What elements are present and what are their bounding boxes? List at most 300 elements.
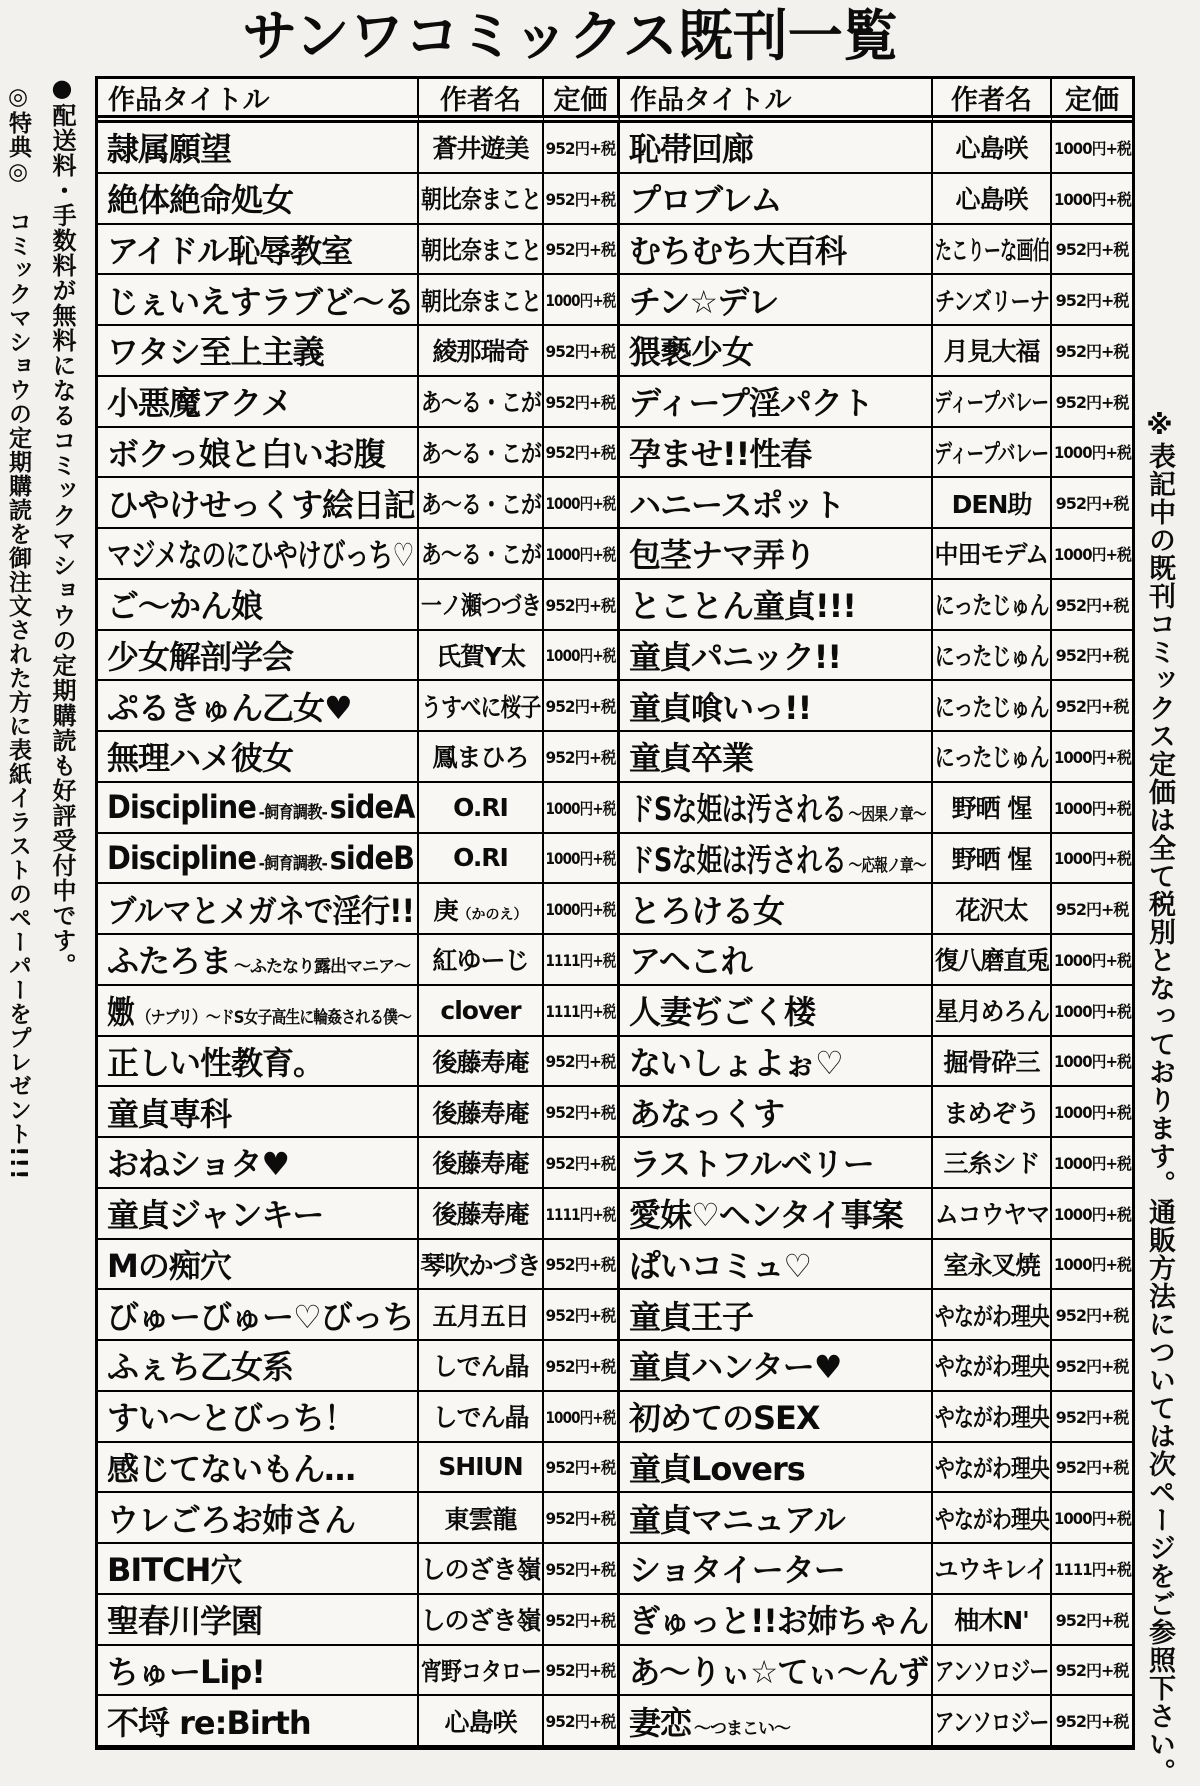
price-fit [1056,1608,1129,1631]
author-cell [419,1595,544,1646]
author-fit [433,891,527,927]
work-title: 童貞Lovers [629,1449,805,1488]
work-title-cell [620,935,933,986]
author-cell [419,986,544,1037]
work-title-cell [620,275,933,326]
work-title-cell [98,1544,419,1595]
header-price-left: 定価 [544,79,620,123]
work-title: 孕ませ!!性春 [629,434,812,473]
price-cell [1052,225,1132,276]
author-cell [419,1189,544,1240]
author-name: 心島咲 [955,185,1028,215]
author-name: 後藤寿庵 [432,1047,529,1077]
price-cell [1052,1087,1132,1138]
price-value: 952円+税 [545,1509,616,1529]
author-cell [933,1087,1052,1138]
work-title: むちむち大百科 [629,231,847,270]
work-title-sub: ～応報ノ章～ [848,855,926,876]
work-title-cell [98,225,419,276]
price-cell [1052,1696,1132,1747]
work-title-cell [98,529,419,580]
price-fit [546,1557,616,1580]
author-name: DEN助 [951,489,1032,519]
price-fit [546,440,616,463]
price-fit [1056,1709,1129,1732]
work-title-fit [629,1089,784,1135]
price-fit [1054,1252,1131,1275]
author-cell [419,1696,544,1747]
price-fit [546,1709,616,1732]
price-value: 952円+税 [545,341,616,361]
work-title-cell [620,1341,933,1392]
price-value: 952円+税 [545,595,616,615]
work-title-cell [620,1544,933,1595]
author-cell [419,123,544,174]
author-fit [421,434,541,470]
author-fit [935,688,1049,724]
price-value: 952円+税 [545,138,616,158]
price-cell [544,631,620,682]
work-title: ないしょよぉ♡ [629,1043,843,1082]
author-fit [432,1347,528,1383]
work-title-fit [107,1698,311,1744]
author-cell [419,428,544,479]
price-fit [1056,288,1129,311]
work-title: 猥褻少女 [629,333,754,372]
work-title: ひやけせっくす絵日記 [107,485,415,524]
author-name: 宵野コタロー [420,1656,541,1686]
author-cell [419,174,544,225]
price-value: 952円+税 [1055,646,1129,666]
work-title-fit [629,378,873,424]
author-fit [421,383,541,419]
work-title-sub: -飼育調教- [258,853,327,874]
work-title-fit [107,1495,355,1541]
author-cell [419,1341,544,1392]
price-value: 1000円+税 [545,849,616,869]
author-name: にったじゅん [934,591,1049,621]
author-name: 野晒 惺 [951,844,1032,874]
price-cell [1052,326,1132,377]
work-title-cell [98,1037,419,1088]
author-fit [952,485,1032,521]
subscription-note: ●配送料・手数料が無料になるコミックマショウの定期購読も好評受付中です。 [48,74,76,978]
author-name: 後藤寿庵 [432,1200,529,1230]
work-title: プロブレム [629,181,782,220]
author-cell [419,732,544,783]
price-fit [546,948,616,971]
author-name: 柚木N' [954,1606,1029,1636]
price-value: 952円+税 [545,189,616,209]
author-cell [933,631,1052,682]
header-work-title-right: 作品タイトル [620,79,933,123]
author-fit [421,535,541,571]
author-fit [432,129,528,165]
price-value: 952円+税 [1055,240,1129,260]
author-fit [432,1398,528,1434]
work-title-cell [98,732,419,783]
price-value: 1000円+税 [545,291,616,311]
price-value: 1000円+税 [1053,1103,1131,1123]
author-name: 琴吹かづき [420,1250,541,1280]
header-price-right: 定価 [1052,79,1132,123]
price-fit [1054,136,1131,159]
author-cell [933,1544,1052,1595]
page-title: サンワコミックス既刊一覧 [242,4,898,68]
work-title: びゅーびゅー♡びっち [107,1297,414,1336]
author-cell [933,1037,1052,1088]
price-value: 952円+税 [1055,291,1129,311]
author-name: 朝比奈まこと [420,235,541,265]
author-fit [955,180,1027,216]
author-fit [935,1652,1049,1688]
work-title: 不埒 re:Birth [107,1703,311,1742]
work-title-cell [98,1240,419,1291]
author-name: 後藤寿庵 [432,1149,529,1179]
work-title: Mの痴穴 [107,1246,231,1285]
work-title-fit [107,839,414,877]
work-title: ワタシ至上主義 [107,333,324,372]
price-fit [1054,1202,1131,1225]
work-title-fit [629,1038,843,1084]
price-fit [546,288,616,311]
price-value: 952円+税 [545,697,616,717]
price-value: 952円+税 [1055,1610,1129,1630]
work-title-cell [620,1087,933,1138]
author-cell [419,1037,544,1088]
price-fit [1056,694,1129,717]
work-title-cell [98,1392,419,1443]
work-title-cell [620,783,933,834]
header-author-left: 作者名 [419,79,544,123]
work-title-cell [620,1189,933,1240]
price-fit [546,643,616,666]
price-cell [544,834,620,885]
price-value: 1000円+税 [1053,189,1131,209]
price-value: 1000円+税 [1053,1255,1131,1275]
work-title-fit [629,226,846,272]
author-fit [444,1703,516,1739]
price-cell [1052,275,1132,326]
price-fit [546,1608,616,1631]
work-title-cell [620,1646,933,1697]
author-cell [933,1240,1052,1291]
price-cell [544,783,620,834]
author-fit [421,180,541,216]
price-cell [544,1493,620,1544]
work-title: 童貞ハンター♥ [629,1348,842,1387]
price-value: 952円+税 [1055,1407,1129,1427]
price-cell [1052,174,1132,225]
work-title: ぱいコミュ♡ [629,1246,812,1285]
work-title-sub: -飼育調教- [258,803,327,824]
author-cell [933,986,1052,1037]
price-value: 1000円+税 [1053,1509,1131,1529]
work-title-fit [107,683,352,729]
work-title: 童貞パニック!! [629,637,841,676]
work-title: 感じてないもん… [107,1449,356,1488]
author-fit [934,1398,1048,1434]
author-name: 心島咲 [955,134,1028,164]
work-title-cell [98,986,419,1037]
author-fit [935,992,1049,1028]
author-fit [421,586,541,622]
price-fit [546,897,616,920]
author-name: 一ノ瀬つづき [420,591,541,621]
author-name: ディープバレー [934,438,1049,468]
price-cell [1052,529,1132,580]
author-fit [440,996,520,1025]
price-value: 1111円+税 [545,1001,616,1021]
author-name: しでん晶 [432,1403,529,1433]
price-value: 952円+税 [1055,392,1129,412]
price-fit [1054,440,1131,463]
price-fit [1054,1049,1131,1072]
price-fit [1054,1557,1131,1580]
price-fit [546,237,616,260]
price-cell [544,478,620,529]
price-value: 1111円+税 [545,1204,616,1224]
work-title: アヘこれ [629,942,752,981]
author-cell [933,1290,1052,1341]
price-cell [544,1696,620,1747]
price-cell [544,884,620,935]
price-value: 952円+税 [545,1153,616,1173]
author-name: 五月五日 [432,1301,529,1331]
price-fit [546,1151,616,1174]
author-fit [934,1347,1048,1383]
author-fit [432,941,528,977]
author-name: にったじゅん [934,641,1049,671]
price-value: 952円+税 [1055,494,1129,514]
price-fit [1056,339,1129,362]
author-cell [933,225,1052,276]
work-title-fit [107,1139,289,1185]
price-cell [1052,783,1132,834]
price-value: 1000円+税 [1053,544,1131,564]
work-title: 絶体絶命処女 [107,181,294,220]
work-title-cell [98,1138,419,1189]
work-title: 童貞マニュアル [629,1500,845,1539]
work-title-cell [620,681,933,732]
price-cell [544,174,620,225]
header-work-title-left: 作品タイトル [98,79,419,123]
author-fit [453,843,508,872]
work-title-cell [98,935,419,986]
work-title-sub: ～ふたなり露出マニア～ [234,957,411,978]
price-fit [1056,593,1129,616]
work-title-cell [620,1240,933,1291]
price-fit [546,1049,616,1072]
price-value: 1000円+税 [1053,849,1131,869]
work-title-cell [98,1595,419,1646]
author-name: あ～る・こが [420,540,541,570]
work-title: ディープ淫パクト [629,384,873,423]
price-fit [546,1100,616,1123]
work-title-fit [629,733,753,779]
author-cell [419,1646,544,1697]
work-title-cell [620,884,933,935]
price-cell [544,1595,620,1646]
work-title-cell [98,275,419,326]
price-cell [1052,986,1132,1037]
price-value: 952円+税 [545,1052,616,1072]
work-title-fit [629,277,778,323]
price-value: 952円+税 [545,1306,616,1326]
work-title-cell [98,326,419,377]
price-cell [544,1037,620,1088]
work-title: とろける女 [629,891,785,930]
work-title-fit [629,1393,820,1439]
work-title-cell [620,1037,933,1088]
work-title-fit [629,1647,928,1693]
price-fit [546,1252,616,1275]
work-title-fit [629,1342,841,1388]
author-cell [933,1341,1052,1392]
work-title: とことん童貞!!! [629,587,856,626]
price-fit [546,339,616,362]
author-cell [419,681,544,732]
price-fit [546,796,616,819]
work-title-cell [98,123,419,174]
work-title-cell [620,478,933,529]
author-fit [420,1601,540,1637]
price-cell [544,1341,620,1392]
work-title-cell [98,834,419,885]
work-title-fit [107,429,385,475]
price-cell [1052,478,1132,529]
work-title: ちゅーLip! [107,1652,265,1691]
work-title-cell [98,631,419,682]
author-cell [933,1646,1052,1697]
author-cell [933,1443,1052,1494]
work-title-cell [620,123,933,174]
price-fit [1056,390,1129,413]
author-cell [933,377,1052,428]
work-title-cell [620,174,933,225]
work-title-suffix: sideA [329,788,415,827]
price-value: 1000円+税 [545,646,616,666]
work-title-fit [629,886,784,932]
price-value: 952円+税 [545,443,616,463]
work-title-fit [107,632,293,678]
author-name: あ～る・こが [420,489,541,519]
work-title-fit [107,1647,265,1693]
author-fit [934,1500,1048,1536]
work-title: ショタイーター [629,1551,845,1590]
work-title: 無理ハメ彼女 [107,739,294,778]
price-fit [546,694,616,717]
author-fit [935,1550,1049,1586]
author-cell [933,529,1052,580]
work-title-cell [98,681,419,732]
price-cell [544,377,620,428]
price-cell [544,275,620,326]
work-title-fit [629,987,815,1033]
price-value: 952円+税 [1055,1458,1129,1478]
work-title-fit [107,480,415,526]
price-cell [1052,884,1132,935]
price-cell [1052,580,1132,631]
author-fit [432,1297,528,1333]
price-fit [546,1506,616,1529]
author-name: アンソロジー [934,1656,1049,1686]
work-title-fit [107,886,414,932]
work-title-fit [629,429,811,475]
work-title-sub: ～因果ノ章～ [848,805,926,826]
price-fit [546,136,616,159]
work-title: 聖春川学園 [107,1602,263,1641]
work-title-cell [98,1341,419,1392]
price-fit [546,1354,616,1377]
author-cell [933,681,1052,732]
price-cell [544,732,620,783]
work-title: ドSな姫は汚される [629,790,847,829]
author-fit [952,840,1032,876]
author-fit [421,485,541,521]
author-name: 庚 [433,895,458,925]
author-fit [952,789,1032,825]
work-title: 小悪魔アクメ [107,384,292,423]
work-title-cell [98,1087,419,1138]
author-fit [432,332,528,368]
work-title-cell [98,478,419,529]
price-fit [1056,897,1129,920]
work-title-cell [98,1696,419,1747]
price-cell [1052,834,1132,885]
author-name: 綾那瑞奇 [432,337,529,367]
price-cell [1052,1544,1132,1595]
work-title: ウレごろお姉さん [107,1500,356,1539]
work-title: BITCH穴 [107,1551,242,1590]
work-title-fit [107,987,414,1033]
work-title-fit [629,1444,805,1490]
work-title-cell [620,1595,933,1646]
price-fit [1054,187,1131,210]
work-title-cell [620,580,933,631]
tax-note: ※表記中の既刊コミックス定価は全て税別となっております。通販方法については次ページをご参照下さい。 [1144,410,1175,1786]
author-cell [933,783,1052,834]
header-author-right: 作者名 [933,79,1052,123]
author-name: しのざき嶺 [420,1555,541,1585]
work-title-fit [629,1241,811,1287]
work-title-cell [98,580,419,631]
author-name: 朝比奈まこと [420,185,541,215]
price-value: 1000円+税 [1053,1001,1131,1021]
work-title: マジメなのにひやけびっち♡ [107,536,414,575]
work-title-cell [620,428,933,479]
author-fit [935,586,1049,622]
work-title-cell [98,174,419,225]
author-cell [419,1138,544,1189]
work-title-cell [620,1443,933,1494]
work-title-fit [107,530,414,576]
price-cell [544,1087,620,1138]
price-value: 952円+税 [1055,1356,1129,1376]
price-fit [1056,1658,1129,1681]
price-cell [1052,681,1132,732]
price-cell [1052,1290,1132,1341]
price-value: 952円+税 [545,1255,616,1275]
work-title: ハニースポット [629,485,845,524]
author-name: やながわ理央 [934,1504,1049,1534]
work-title: 包茎ナマ弄り [629,536,816,575]
work-title: ドSな姫は汚される [629,840,847,879]
price-value: 952円+税 [1055,595,1129,615]
author-cell [419,478,544,529]
author-cell [933,1189,1052,1240]
work-title: じぇいえすラブど～る [107,282,414,321]
